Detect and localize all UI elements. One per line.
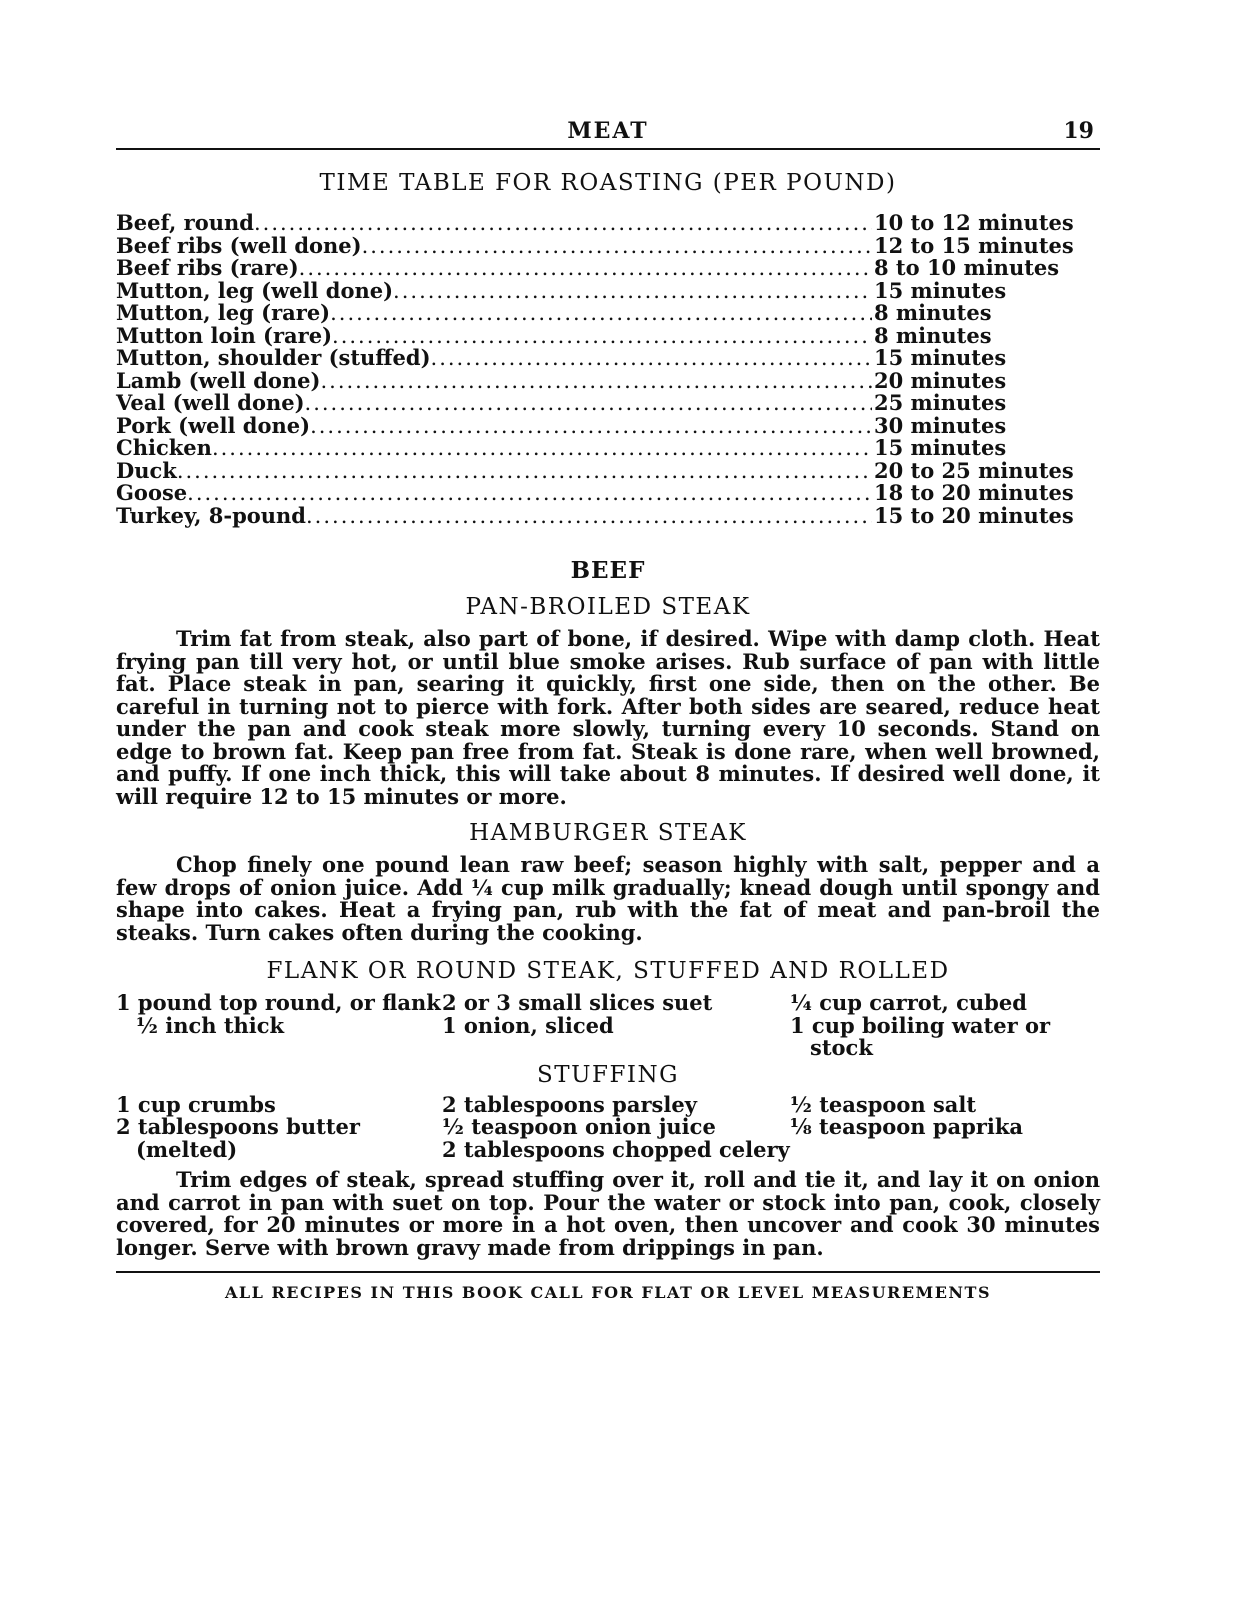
time-table-row: [116, 502, 1100, 528]
ingredient-line: 1 pound top round, or flank ½ inch thick: [116, 990, 441, 1038]
dot-leader: [362, 235, 872, 258]
pan-broiled-title: PAN-BROILED STEAK: [465, 594, 751, 620]
stuffing-ingredients: [116, 1091, 1100, 1162]
time-table-time: 15 minutes: [874, 277, 1007, 303]
time-table-time: 30 minutes: [874, 412, 1007, 438]
page: [116, 112, 1100, 1302]
time-table-item: Mutton, leg (well done): [116, 277, 394, 303]
time-table: [116, 212, 1100, 527]
dot-leader: [187, 482, 872, 505]
stuffing-col-1: [116, 1091, 442, 1162]
time-table-time: 15 minutes: [874, 435, 1007, 460]
time-table-item: Veal (well done): [116, 390, 305, 415]
time-table-item: Chicken: [116, 435, 212, 460]
time-table-row: [116, 302, 1100, 325]
time-table-time: 25 minutes: [874, 390, 1007, 415]
time-table-item: Mutton, leg (rare): [116, 300, 331, 325]
dot-leader: [299, 257, 872, 280]
ingredient-line: 2 tablespoons butter (melted): [116, 1114, 360, 1162]
time-table-item: Lamb (well done): [116, 367, 321, 393]
time-table-time: 18 to 20 minutes: [874, 480, 1074, 505]
footer-note: ALL RECIPES IN THIS BOOK CALL FOR FLAT OR LEVEL MEASUREMENTS: [224, 1283, 992, 1302]
time-table-time: 15 to 20 minutes: [874, 502, 1074, 528]
time-table-time: 8 minutes: [874, 300, 992, 325]
dot-leader: [177, 460, 872, 483]
dot-leader: [332, 325, 872, 348]
dot-leader: [431, 347, 872, 370]
ingredient-line: ½ teaspoon salt: [790, 1091, 977, 1117]
time-table-row: [116, 322, 1100, 348]
ingredient-line: 1 onion, sliced: [442, 1012, 614, 1038]
time-table-row: [116, 482, 1100, 505]
dot-leader: [330, 302, 872, 325]
time-table-time: 10 to 12 minutes: [874, 210, 1074, 235]
dot-leader: [212, 437, 872, 460]
time-table-item: Duck: [116, 457, 177, 483]
pan-broiled-text: Trim fat from steak, also part of bone, if desired. Wipe with damp cloth. Heat frying pan till very hot, or until blue smoke arises. Rub surface of pan with little fat. Place steak in pan, searing it quickly, first one side, then on the other. Be careful in turning not to pierce with fork. After both sides are seared, reduce heat under the pan and cook steak more slowly, turning every 10 seconds. Stand on edge to brown fat. Keep pan free from fat. Steak is done rare, when well browned, and puffy. If one inch thick, this will take about 8 minutes. If desired well done, it will require 12 to 15 minutes or more.: [116, 626, 1100, 809]
stuffing-col-3: [790, 1091, 1100, 1162]
stuffing-col-2: [442, 1091, 790, 1162]
dot-leader: [320, 370, 872, 393]
time-table-time: 15 minutes: [874, 345, 1007, 370]
time-table-row: [116, 212, 1100, 235]
ingredient-line: 2 tablespoons chopped celery: [442, 1136, 790, 1162]
time-table-row: [116, 392, 1100, 415]
dot-leader: [305, 392, 872, 415]
time-table-row: [116, 457, 1100, 483]
dot-leader: [306, 505, 872, 528]
flank-ingredients: [116, 992, 1100, 1060]
time-table-time: 20 to 25 minutes: [874, 457, 1074, 483]
time-table-item: Turkey, 8-pound: [116, 502, 306, 528]
beef-title: BEEF: [570, 557, 646, 584]
ingredient-line: 2 or 3 small slices suet: [442, 990, 713, 1015]
ingredient-line: ½ teaspoon onion juice: [442, 1114, 716, 1139]
ingredients-col-2: [442, 992, 790, 1060]
ingredient-line: 1 cup boiling water or stock: [790, 1012, 1051, 1060]
ingredient-line: 2 tablespoons parsley: [442, 1091, 697, 1117]
time-table-item: Mutton, shoulder (stuffed): [116, 345, 431, 370]
ingredient-line: ¼ cup carrot, cubed: [790, 990, 1027, 1015]
ingredient-line: 1 cup crumbs: [116, 1091, 276, 1117]
dot-leader: [310, 415, 872, 438]
time-table-row: [116, 257, 1100, 280]
page-number: 19: [1063, 118, 1094, 144]
time-table-row: [116, 412, 1100, 438]
time-table-item: Pork (well done): [116, 412, 311, 438]
time-table-item: Beef ribs (rare): [116, 255, 299, 280]
ingredients-col-1: [116, 992, 442, 1060]
time-table-row: [116, 367, 1100, 393]
ingredient-line: ⅛ teaspoon paprika: [790, 1114, 1023, 1139]
running-head-title: MEAT: [567, 118, 649, 144]
time-table-time: 8 minutes: [874, 322, 992, 348]
hamburger-title: HAMBURGER STEAK: [469, 820, 747, 846]
footer-rule: [116, 1271, 1100, 1273]
time-table-row: [116, 232, 1100, 258]
time-table-row: [116, 437, 1100, 460]
dot-leader: [393, 280, 872, 303]
time-table-row: [116, 277, 1100, 303]
dot-leader: [254, 212, 872, 235]
time-table-time: 20 minutes: [874, 367, 1007, 393]
time-table-item: Goose: [116, 480, 188, 505]
time-table-item: Beef, round: [116, 210, 254, 235]
time-table-time: 12 to 15 minutes: [874, 232, 1074, 258]
time-table-item: Mutton loin (rare): [116, 322, 333, 348]
time-table-row: [116, 347, 1100, 370]
running-head: [116, 112, 1100, 150]
time-table-time: 8 to 10 minutes: [874, 255, 1060, 280]
time-table-title: TIME TABLE FOR ROASTING (PER POUND): [319, 170, 897, 196]
flank-text: Trim edges of steak, spread stuffing over it, roll and tie it, and lay it on onion and carrot in pan with suet on top. Pour the water or stock into pan, cook, closely covered, for 20 minutes or more in a hot oven, then uncover and cook 30 minutes longer. Serve with brown gravy made from drippings in pan.: [116, 1167, 1100, 1260]
ingredients-col-3: [790, 992, 1100, 1060]
stuffing-title: STUFFING: [537, 1061, 679, 1088]
time-table-item: Beef ribs (well done): [116, 232, 362, 258]
hamburger-text: Chop finely one pound lean raw beef; season highly with salt, pepper and a few drops of onion juice. Add ¼ cup milk gradually; knead dough until spongy and shape into cakes. Heat a frying pan, rub with the fat of meat and pan-broil the steaks. Turn cakes often during the cooking.: [116, 852, 1100, 945]
flank-title: FLANK OR ROUND STEAK, STUFFED AND ROLLED: [266, 958, 950, 984]
